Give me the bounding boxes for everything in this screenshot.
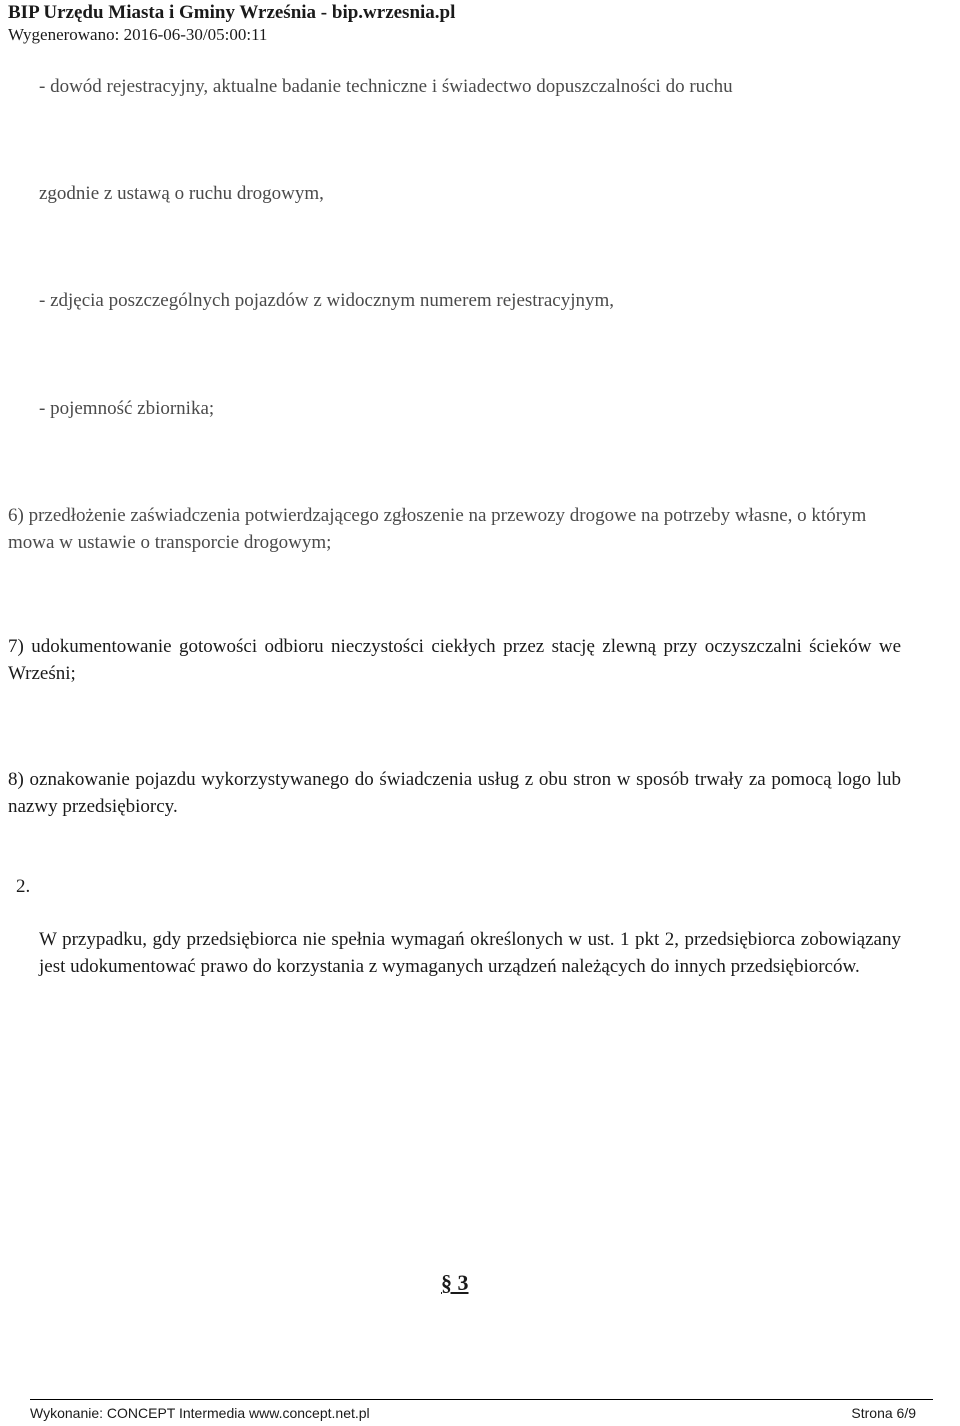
footer-credit: Wykonanie: CONCEPT Intermedia www.concept.net.pl [30,1405,370,1421]
paragraph-item-2: W przypadku, gdy przedsiębiorca nie spełnia wymagań określonych w ust. 1 pkt 2, przedsiębiorca zobowiązany jest udokumentować prawo do korzystania z wymaganych urządzeń należących do innych przedsiębiorców. [39,929,901,977]
generated-timestamp: Wygenerowano: 2016-06-30/05:00:11 [8,25,268,44]
paragraph-item-8: 8) oznakowanie pojazdu wykorzystywanego do świadczenia usług z obu stron w sposób trwały za pomocą logo lub nazwy przedsiębiorcy. [8,769,901,817]
paragraph-tank-capacity: - pojemność zbiornika; [39,398,215,419]
item-number: 2. [16,876,31,897]
header-title: BIP Urzędu Miasta i Gminy Września - bip.wrzesnia.pl [8,2,456,23]
paragraph-vehicle-photos: - zdjęcia poszczególnych pojazdów z widocznym numerem rejestracyjnym, [39,290,615,311]
paragraph-traffic-law: zgodnie z ustawą o ruchu drogowym, [39,183,324,204]
section-heading: § 3 [441,1270,469,1295]
paragraph-item-7: 7) udokumentowanie gotowości odbioru nieczystości ciekłych przez stację zlewną przy oczyszczalni ścieków we Wrześni; [8,636,901,684]
footer-divider [30,1399,933,1400]
page-number: Strona 6/9 [851,1405,916,1421]
paragraph-vehicle-documents: - dowód rejestracyjny, aktualne badanie techniczne i świadectwo dopuszczalności do ruchu [39,76,733,97]
paragraph-item-6: 6) przedłożenie zaświadczenia potwierdzającego zgłoszenie na przewozy drogowe na potrzeby własne, o którym mowa w ustawie o transporcie drogowym; [8,505,867,553]
